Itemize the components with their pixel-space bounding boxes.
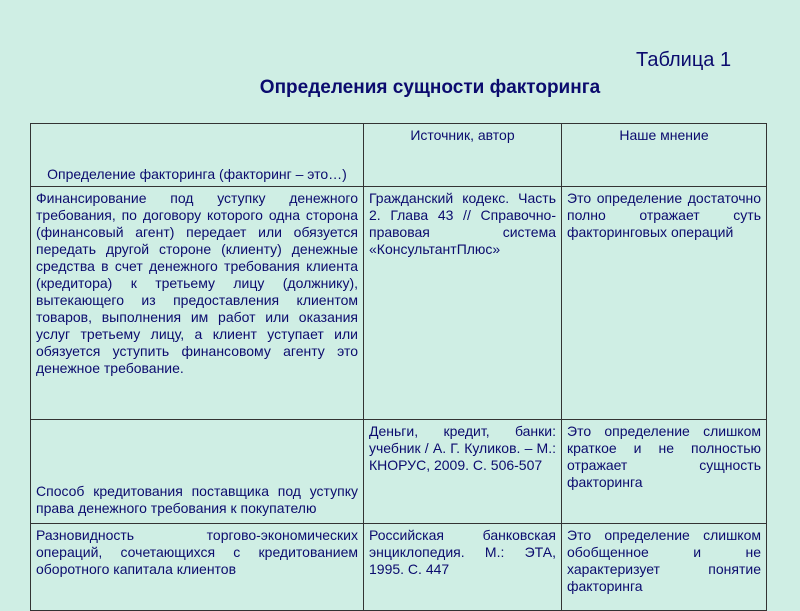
definition-cell: Финансирование под уступку денежного требования, по договору которого одна сторона (финансовый агент) передает или обязуется передать другой стороне (клиенту) денежные средства в счет денежного требования клиента (кредитора) к третьему лицу (должнику), вытекающего из предоставления клиентом товаров, выполнения им работ или оказания услуг третьему лицу, а клиент уступает или обязуется уступить финансовому агенту это денежное требование. <box>31 187 364 420</box>
table-row <box>31 524 767 611</box>
table-header-row <box>31 124 767 187</box>
header-source: Источник, автор <box>364 124 562 187</box>
opinion-cell: Это определение достаточно полно отражает суть факторинговых операций <box>562 187 767 420</box>
source-cell: Деньги, кредит, банки: учебник / А. Г. Куликов. – М.: КНОРУС, 2009. С. 506-507 <box>364 420 562 524</box>
table-row <box>31 187 767 420</box>
opinion-cell: Это определение слишком обобщенное и не характеризует понятие факторинга <box>562 524 767 611</box>
definition-cell: Разновидность торгово-экономических операций, сочетающихся с кредитованием оборотного капитала клиентов <box>31 524 364 611</box>
page-title: Определения сущности факторинга <box>259 77 601 98</box>
opinion-cell: Это определение слишком краткое и не полностью отражает сущность факторинга <box>562 420 767 524</box>
header-definition: Определение факторинга (факторинг – это…) <box>31 124 364 187</box>
definitions-table <box>30 123 767 611</box>
header-opinion: Наше мнение <box>562 124 767 187</box>
source-cell: Гражданский кодекс. Часть 2. Глава 43 // Справочно-правовая система «КонсультантПлюс» <box>364 187 562 420</box>
definition-cell: Способ кредитования поставщика под уступку права денежного требования к покупателю <box>31 420 364 524</box>
source-cell: Российская банковская энциклопедия. М.: ЭТА, 1995. С. 447 <box>364 524 562 611</box>
table-row <box>31 420 767 524</box>
table-caption: Таблица 1 <box>636 49 732 71</box>
